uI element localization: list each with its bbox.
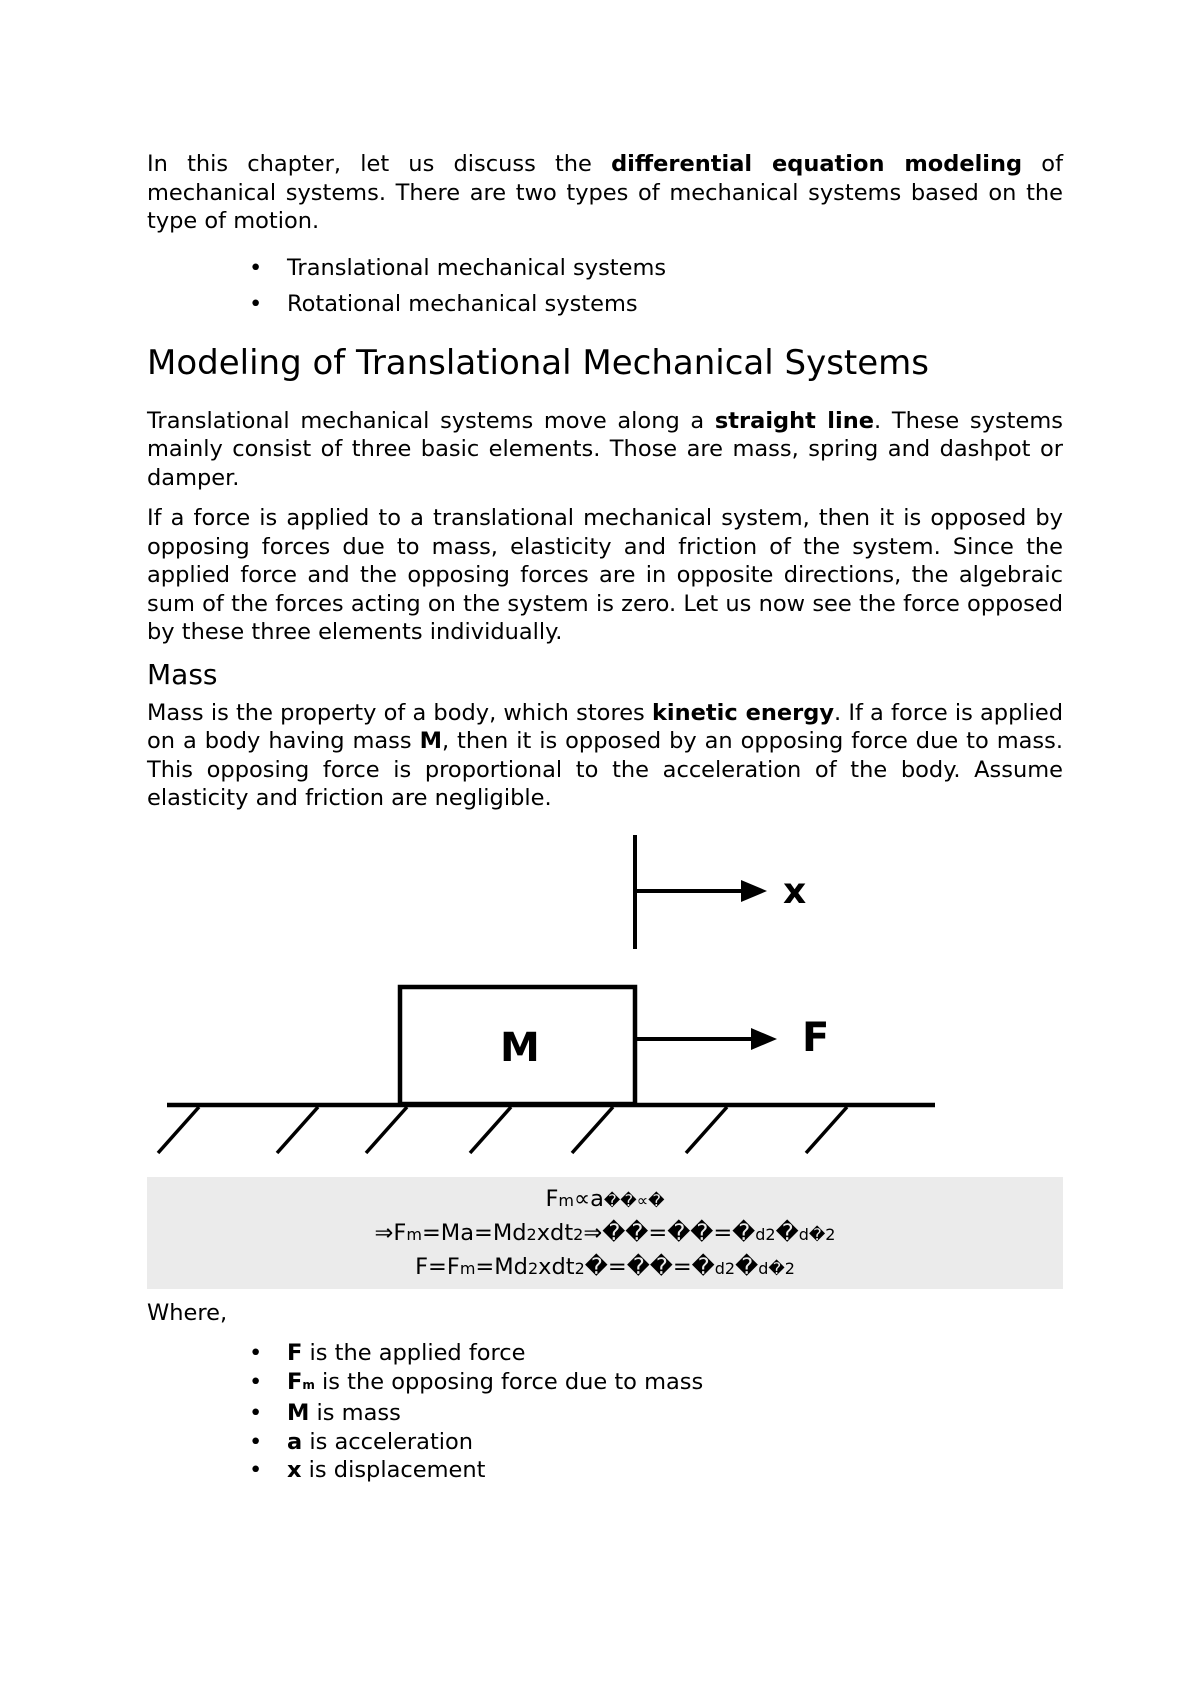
document-page — [147, 150, 1063, 1485]
definition-symbol: a — [287, 1428, 303, 1455]
displacement-label: x — [783, 870, 807, 912]
paragraph-mass — [147, 699, 1063, 813]
formula-text: =Ma=Md — [421, 1219, 527, 1246]
formula-garbled: � — [775, 1219, 799, 1246]
formula-text: F — [545, 1185, 559, 1212]
intro-text: In this chapter, let us discuss the — [147, 151, 612, 177]
definition-symbol: x — [287, 1457, 302, 1483]
formula-garbled: �2 — [808, 1224, 836, 1244]
formula-garbled: � — [735, 1253, 759, 1280]
para1-text: Translational mechanical systems move along a — [147, 407, 715, 434]
formula-garbled: d — [758, 1258, 769, 1278]
paragraph-forces: If a force is applied to a translational mechanical system, then it is opposed by opposing forces due to mass, elasticity and friction of the system. Since the applied force and the opposing forces are in opposite directions, the algebraic sum of the forces acting on the system is zero. Let us now see the force opposed by these three elements individually. — [147, 505, 1063, 645]
formula-garbled: �=��=� — [584, 1253, 715, 1280]
definitions-list — [147, 1339, 1063, 1485]
definition-text: is acceleration — [302, 1428, 474, 1455]
types-list — [147, 254, 1063, 319]
formula-line-2 — [147, 1217, 1063, 1251]
definition-item — [147, 1339, 1063, 1368]
formula-garbled: ��∝� — [603, 1190, 665, 1210]
where-label: Where, — [147, 1299, 228, 1326]
formula-garbled: �2 — [768, 1258, 795, 1278]
para1-text-end: . These systems mainly consist of three basic elements. Those are mass, spring and dashpot or damper. — [147, 407, 1063, 491]
formula-exponent: 2 — [527, 1258, 539, 1278]
force-arrow-head — [751, 1028, 777, 1050]
formula-garbled: d — [798, 1224, 809, 1244]
formula-text: xdt — [536, 1219, 574, 1246]
mass-text-end: , then it is opposed by an opposing force due to mass. This opposing force is proportional to the acceleration of the body. Assume elasticity and friction are negligible. — [147, 728, 1063, 811]
formula-subscript: m — [406, 1224, 422, 1244]
definition-subscript: m — [302, 1377, 315, 1392]
mass-label: M — [500, 1024, 540, 1071]
definition-text: is displacement — [301, 1457, 486, 1483]
intro-text-end: of mechanical systems. There are two types of mechanical systems based on the type of motion. — [147, 151, 1063, 234]
definition-text: is the applied force — [302, 1340, 526, 1366]
para1-bold-term: straight line — [714, 407, 874, 434]
definition-text: is mass — [309, 1400, 401, 1426]
intro-bold-term: differential equation modeling — [611, 151, 1023, 177]
mass-bold-term: kinetic energy — [651, 699, 834, 726]
formula-subscript: m — [459, 1258, 476, 1278]
displacement-arrow-head — [741, 880, 767, 902]
ground-hatching — [158, 1107, 847, 1153]
section-heading: Modeling of Translational Mechanical Systems — [147, 342, 929, 383]
formula-exponent: 2 — [526, 1224, 537, 1244]
force-label: F — [802, 1014, 830, 1061]
list-item: • Translational mechanical systems — [147, 254, 1063, 283]
definition-item — [147, 1428, 1063, 1457]
mass-diagram-svg — [147, 835, 1063, 1165]
formula-subscript: m — [558, 1190, 574, 1210]
formula-block — [147, 1177, 1063, 1289]
list-item: • Rotational mechanical systems — [147, 290, 1063, 319]
formula-garbled: ⇒��=��=� — [583, 1219, 756, 1246]
formula-garbled: d2 — [755, 1224, 776, 1244]
definition-item — [147, 1456, 1063, 1485]
mass-symbol: M — [419, 728, 442, 754]
definition-text: is the opposing force due to mass — [314, 1368, 704, 1395]
definition-symbol: F — [287, 1368, 303, 1395]
definition-item — [147, 1399, 1063, 1428]
mass-text: Mass is the property of a body, which stores — [147, 699, 652, 726]
mass-heading: Mass — [147, 657, 218, 691]
definition-symbol: M — [287, 1400, 310, 1426]
formula-exponent: 2 — [574, 1258, 585, 1278]
definition-symbol: F — [287, 1340, 303, 1366]
mass-diagram — [147, 835, 1063, 1165]
intro-paragraph — [147, 150, 1063, 236]
paragraph-translational — [147, 407, 1063, 493]
definition-item — [147, 1368, 1063, 1400]
formula-text: F=F — [415, 1253, 460, 1280]
formula-text: ∝a — [574, 1185, 604, 1212]
mass-text-mid: . If a force is applied on a body having mass — [147, 699, 1063, 754]
formula-garbled: d2 — [714, 1258, 736, 1278]
formula-line-3 — [147, 1251, 1063, 1285]
formula-text: =Md — [475, 1253, 528, 1280]
formula-text: ⇒F — [374, 1219, 407, 1246]
formula-line-1 — [147, 1183, 1063, 1217]
formula-exponent: 2 — [573, 1224, 584, 1244]
formula-text: xdt — [538, 1253, 575, 1280]
